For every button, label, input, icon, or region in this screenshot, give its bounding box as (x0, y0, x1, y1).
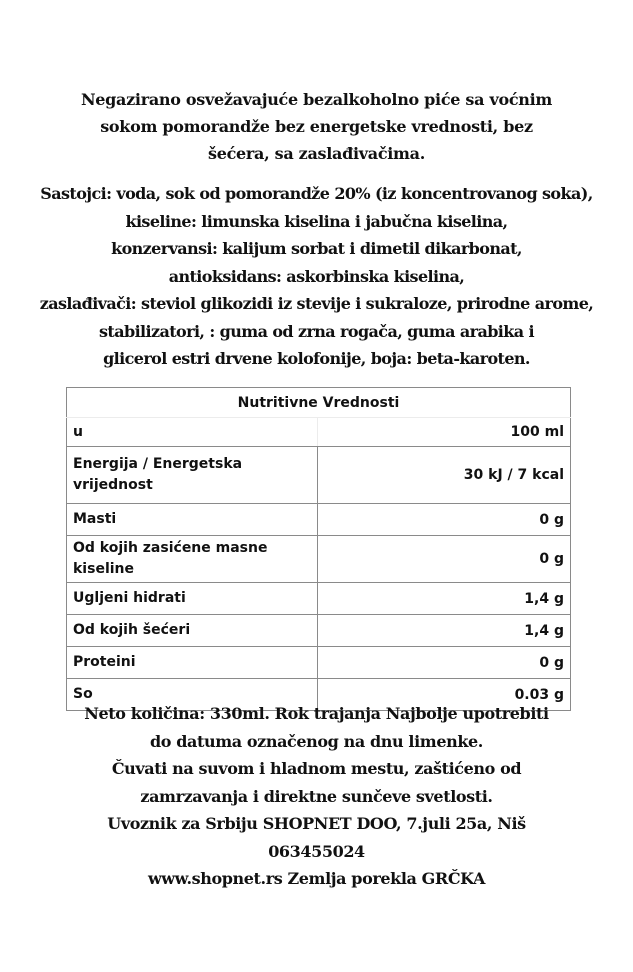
nutrient-name: Ugljeni hidrati (67, 583, 318, 615)
ingredients-list (0, 180, 633, 373)
ingredients-line: Sastojci: voda, sok od pomorandže 20% (iz koncentrovanog soka), (40, 184, 593, 203)
description-line: sokom pomorandže bez energetske vrednosti, bez (100, 117, 533, 136)
footer-line: Čuvati na suvom i hladnom mestu, zaštićeno od (111, 759, 522, 778)
description-line: Negazirano osvežavajuće bezalkoholno piće sa voćnim (80, 90, 553, 109)
nutrient-value: 1,4 g (318, 583, 571, 615)
nutrition-unit-row (67, 418, 571, 447)
footer-line: www.shopnet.rs Zemlja porekla GRČKA (147, 869, 486, 888)
nutrient-value: 0 g (318, 647, 571, 679)
table-row (67, 583, 571, 615)
product-description (0, 86, 633, 167)
ingredients-line: kiseline: limunska kiselina i jabučna kiselina, (125, 211, 508, 231)
nutrient-value: 30 kJ / 7 kcal (318, 447, 571, 504)
ingredients-line: stabilizatori, : guma od zrna rogača, guma arabika i (99, 321, 534, 341)
nutrition-table (66, 387, 571, 711)
ingredients-line: antioksidans: askorbinska kiselina, (168, 266, 465, 286)
nutrient-name: Masti (67, 504, 318, 536)
nutrient-name: Proteini (67, 647, 318, 679)
ingredients-line: zaslađivači: steviol glikozidi iz stevije i sukraloze, prirodne arome, (39, 294, 594, 313)
table-row (67, 504, 571, 536)
table-row (67, 447, 571, 504)
ingredients-line: glicerol estri drvene kolofonije, boja: beta-karoten. (103, 349, 530, 368)
nutrition-table-title: Nutritivne Vrednosti (67, 388, 571, 418)
nutrient-name: Od kojih zasićene masne kiseline (67, 536, 318, 583)
nutrient-value: 0.03 g (318, 679, 571, 711)
storage-and-importer-info (0, 700, 633, 893)
table-row (67, 647, 571, 679)
nutrient-value: 0 g (318, 536, 571, 583)
footer-line: do datuma označenog na dnu limenke. (150, 731, 483, 751)
nutrient-name: So (67, 679, 318, 711)
unit-value: 100 ml (318, 418, 571, 447)
unit-label: u (67, 418, 318, 447)
phone-number: 063455024 (268, 841, 365, 861)
footer-line: Neto količina: 330ml. Rok trajanja Najbolje upotrebiti (84, 704, 549, 723)
nutrient-value: 1,4 g (318, 615, 571, 647)
ingredients-line: konzervansi: kalijum sorbat i dimetil dikarbonat, (111, 239, 522, 258)
table-row (67, 615, 571, 647)
nutrient-value: 0 g (318, 504, 571, 536)
footer-line: zamrzavanja i direktne sunčeve svetlosti. (140, 786, 493, 806)
description-line: šećera, sa zaslađivačima. (207, 144, 426, 163)
nutrient-name: Energija / Energetska vrijednost (67, 447, 318, 504)
footer-line: Uvoznik za Srbiju SHOPNET DOO, 7.juli 25a, Niš (107, 814, 526, 833)
nutrition-title-row (67, 388, 571, 418)
table-row (67, 536, 571, 583)
nutrient-name: Od kojih šećeri (67, 615, 318, 647)
